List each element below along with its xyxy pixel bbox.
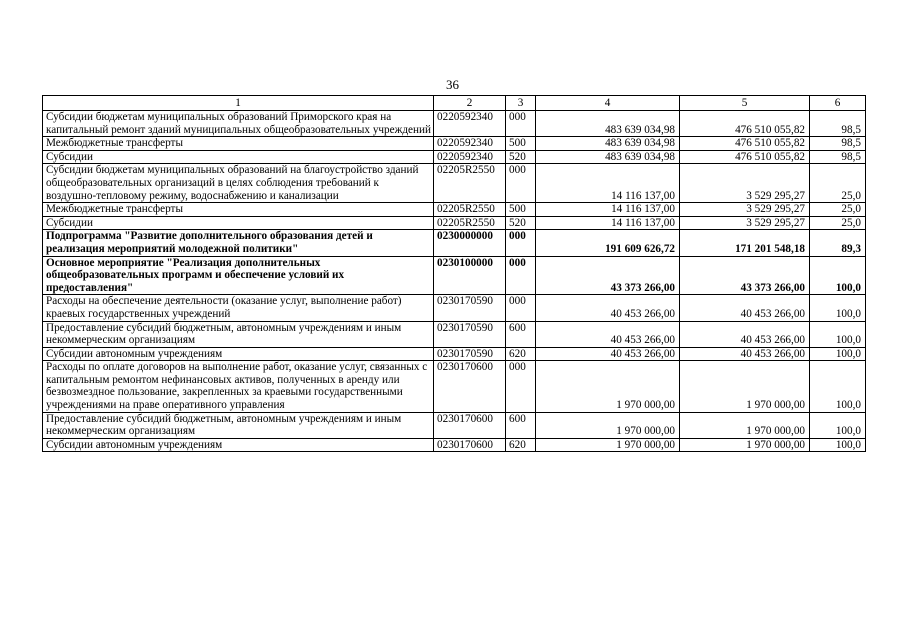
item-vr-code: 600 bbox=[506, 412, 536, 438]
item-csr-code: 0230170600 bbox=[434, 412, 506, 438]
header-cell: 3 bbox=[506, 96, 536, 111]
item-percent: 98,5 bbox=[810, 137, 866, 151]
table-row bbox=[43, 216, 866, 230]
item-plan-amount: 1 970 000,00 bbox=[536, 438, 680, 452]
item-name: Подпрограмма "Развитие дополнительного образования детей и реализация мероприятий молодежной политики" bbox=[43, 230, 434, 256]
item-name: Субсидии бюджетам муниципальных образований Приморского края на капитальный ремонт зданий муниципальных общеобразовательных учреждений bbox=[43, 111, 434, 137]
item-percent: 25,0 bbox=[810, 164, 866, 203]
item-vr-code: 520 bbox=[506, 216, 536, 230]
item-percent: 89,3 bbox=[810, 230, 866, 256]
item-name: Межбюджетные трансферты bbox=[43, 203, 434, 217]
item-fact-amount: 1 970 000,00 bbox=[680, 412, 810, 438]
item-fact-amount: 40 453 266,00 bbox=[680, 347, 810, 361]
table-row bbox=[43, 256, 866, 295]
header-cell: 4 bbox=[536, 96, 680, 111]
item-percent: 100,0 bbox=[810, 256, 866, 295]
header-cell: 6 bbox=[810, 96, 866, 111]
table-row bbox=[43, 347, 866, 361]
item-vr-code: 000 bbox=[506, 230, 536, 256]
item-percent: 100,0 bbox=[810, 438, 866, 452]
item-percent: 98,5 bbox=[810, 150, 866, 164]
item-vr-code: 000 bbox=[506, 256, 536, 295]
item-plan-amount: 14 116 137,00 bbox=[536, 216, 680, 230]
item-percent: 100,0 bbox=[810, 321, 866, 347]
table-row bbox=[43, 361, 866, 412]
table-row bbox=[43, 412, 866, 438]
item-name: Расходы на обеспечение деятельности (оказание услуг, выполнение работ) краевых государственных учреждений bbox=[43, 295, 434, 321]
item-fact-amount: 171 201 548,18 bbox=[680, 230, 810, 256]
item-name: Субсидии автономным учреждениям bbox=[43, 347, 434, 361]
item-name: Субсидии бюджетам муниципальных образований на благоустройство зданий общеобразовательных организаций в целях соблюдения требований к воздушно-тепловому режиму, водоснабжению и канализации bbox=[43, 164, 434, 203]
header-cell: 2 bbox=[434, 96, 506, 111]
item-percent: 100,0 bbox=[810, 361, 866, 412]
item-plan-amount: 483 639 034,98 bbox=[536, 137, 680, 151]
item-csr-code: 0230000000 bbox=[434, 230, 506, 256]
item-plan-amount: 40 453 266,00 bbox=[536, 295, 680, 321]
item-fact-amount: 3 529 295,27 bbox=[680, 203, 810, 217]
item-vr-code: 620 bbox=[506, 347, 536, 361]
item-vr-code: 500 bbox=[506, 203, 536, 217]
item-csr-code: 0220592340 bbox=[434, 111, 506, 137]
item-name: Основное мероприятие "Реализация дополнительных общеобразовательных программ и обеспечение условий их предоставления" bbox=[43, 256, 434, 295]
item-plan-amount: 483 639 034,98 bbox=[536, 150, 680, 164]
item-name: Предоставление субсидий бюджетным, автономным учреждениям и иным некоммерческим организациям bbox=[43, 412, 434, 438]
item-fact-amount: 40 453 266,00 bbox=[680, 321, 810, 347]
item-percent: 100,0 bbox=[810, 412, 866, 438]
item-fact-amount: 476 510 055,82 bbox=[680, 111, 810, 137]
page-number: 36 bbox=[446, 77, 459, 92]
item-fact-amount: 40 453 266,00 bbox=[680, 295, 810, 321]
item-percent: 100,0 bbox=[810, 347, 866, 361]
item-vr-code: 520 bbox=[506, 150, 536, 164]
item-csr-code: 0230170590 bbox=[434, 321, 506, 347]
item-name: Расходы по оплате договоров на выполнение работ, оказание услуг, связанных с капитальным ремонтом нефинансовых активов, полученных в аренду или безвозмездное пользование, закрепленных за краевыми государственными учреждениями на праве оперативного управления bbox=[43, 361, 434, 412]
item-name: Субсидии автономным учреждениям bbox=[43, 438, 434, 452]
item-name: Субсидии bbox=[43, 150, 434, 164]
item-csr-code: 02205R2550 bbox=[434, 203, 506, 217]
item-vr-code: 600 bbox=[506, 321, 536, 347]
item-vr-code: 000 bbox=[506, 111, 536, 137]
item-plan-amount: 43 373 266,00 bbox=[536, 256, 680, 295]
item-vr-code: 000 bbox=[506, 295, 536, 321]
table-row bbox=[43, 230, 866, 256]
item-plan-amount: 483 639 034,98 bbox=[536, 111, 680, 137]
item-csr-code: 0230170600 bbox=[434, 438, 506, 452]
table-row bbox=[43, 295, 866, 321]
table-row bbox=[43, 321, 866, 347]
item-percent: 100,0 bbox=[810, 295, 866, 321]
item-csr-code: 02205R2550 bbox=[434, 216, 506, 230]
item-plan-amount: 14 116 137,00 bbox=[536, 203, 680, 217]
item-fact-amount: 476 510 055,82 bbox=[680, 150, 810, 164]
item-vr-code: 620 bbox=[506, 438, 536, 452]
item-name: Межбюджетные трансферты bbox=[43, 137, 434, 151]
item-plan-amount: 40 453 266,00 bbox=[536, 321, 680, 347]
item-plan-amount: 40 453 266,00 bbox=[536, 347, 680, 361]
item-percent: 25,0 bbox=[810, 203, 866, 217]
item-percent: 25,0 bbox=[810, 216, 866, 230]
item-csr-code: 0230170600 bbox=[434, 361, 506, 412]
table-row bbox=[43, 438, 866, 452]
item-csr-code: 0230170590 bbox=[434, 295, 506, 321]
item-plan-amount: 191 609 626,72 bbox=[536, 230, 680, 256]
item-plan-amount: 14 116 137,00 bbox=[536, 164, 680, 203]
budget-table bbox=[42, 95, 866, 452]
item-csr-code: 0230170590 bbox=[434, 347, 506, 361]
item-fact-amount: 43 373 266,00 bbox=[680, 256, 810, 295]
item-csr-code: 0220592340 bbox=[434, 137, 506, 151]
header-row bbox=[43, 96, 866, 111]
item-plan-amount: 1 970 000,00 bbox=[536, 412, 680, 438]
table-row bbox=[43, 111, 866, 137]
item-csr-code: 02205R2550 bbox=[434, 164, 506, 203]
item-csr-code: 0230100000 bbox=[434, 256, 506, 295]
item-csr-code: 0220592340 bbox=[434, 150, 506, 164]
item-vr-code: 000 bbox=[506, 164, 536, 203]
item-percent: 98,5 bbox=[810, 111, 866, 137]
item-fact-amount: 476 510 055,82 bbox=[680, 137, 810, 151]
table-row bbox=[43, 150, 866, 164]
item-name: Субсидии bbox=[43, 216, 434, 230]
table-row bbox=[43, 137, 866, 151]
item-vr-code: 500 bbox=[506, 137, 536, 151]
item-plan-amount: 1 970 000,00 bbox=[536, 361, 680, 412]
item-vr-code: 000 bbox=[506, 361, 536, 412]
item-fact-amount: 3 529 295,27 bbox=[680, 164, 810, 203]
item-name: Предоставление субсидий бюджетным, автономным учреждениям и иным некоммерческим организациям bbox=[43, 321, 434, 347]
table-row bbox=[43, 203, 866, 217]
item-fact-amount: 1 970 000,00 bbox=[680, 361, 810, 412]
header-cell: 1 bbox=[43, 96, 434, 111]
item-fact-amount: 3 529 295,27 bbox=[680, 216, 810, 230]
item-fact-amount: 1 970 000,00 bbox=[680, 438, 810, 452]
table-row bbox=[43, 164, 866, 203]
header-cell: 5 bbox=[680, 96, 810, 111]
